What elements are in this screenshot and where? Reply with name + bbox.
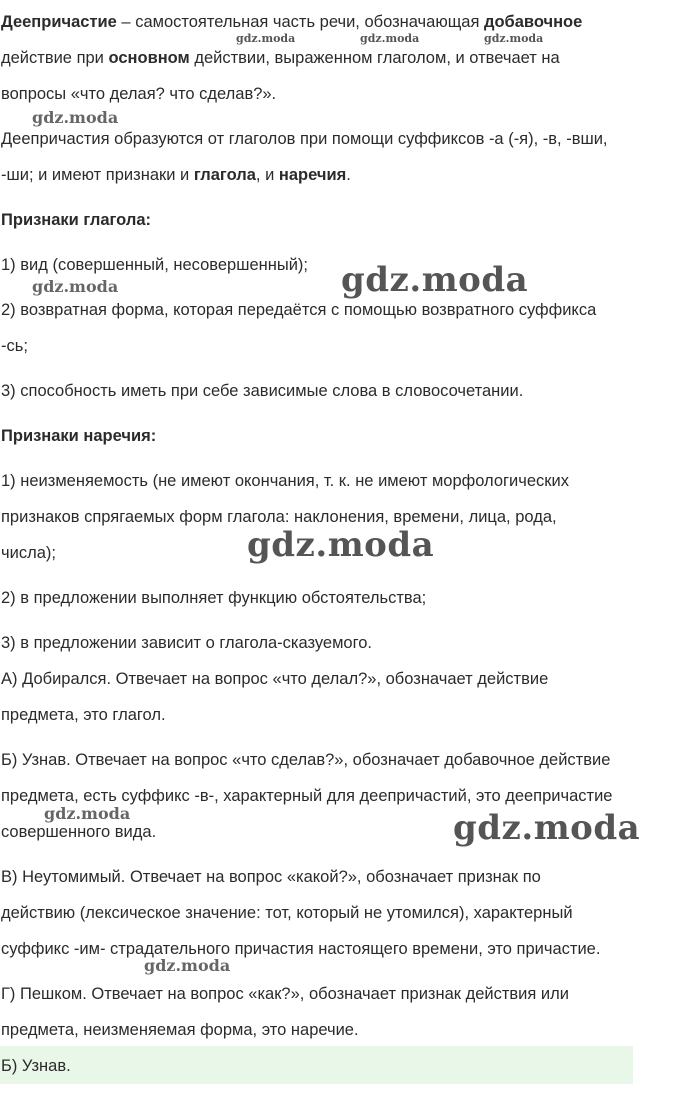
answer-box bbox=[0, 1046, 633, 1084]
term-bold: основном bbox=[108, 49, 190, 67]
watermark: gdz.moda bbox=[453, 808, 641, 848]
intro-line-3: вопросы «что делая? что сделав?». bbox=[1, 85, 277, 103]
adverb-sign-item: 3) в предложении зависит о глагола-сказуемого. bbox=[1, 634, 373, 652]
option-v-line: действию (лексическое значение: тот, который не утомился), характерный bbox=[1, 904, 573, 922]
option-a-line: предмета, это глагол. bbox=[1, 706, 166, 724]
watermark: gdz.moda bbox=[360, 32, 420, 45]
watermark: gdz.moda bbox=[236, 32, 296, 45]
verb-sign-item: -сь; bbox=[1, 337, 28, 355]
option-v-line: суффикс -им- страдательного причастия настоящего времени, это причастие. bbox=[1, 940, 601, 958]
text: . bbox=[346, 166, 351, 184]
verb-sign-item: 2) возвратная форма, которая передаётся с помощью возвратного суффикса bbox=[1, 301, 597, 319]
heading-text: Признаки наречия: bbox=[1, 427, 157, 445]
formation-line-2 bbox=[1, 164, 351, 186]
term-bold: Деепричастие bbox=[1, 13, 117, 31]
verb-sign-item: 3) способность иметь при себе зависимые слова в словосочетании. bbox=[1, 382, 524, 400]
watermark: gdz.moda bbox=[32, 277, 119, 296]
term-bold: добавочное bbox=[483, 13, 583, 31]
option-g-line: предмета, неизменяемая форма, это наречие. bbox=[1, 1021, 359, 1039]
watermark: gdz.moda bbox=[247, 525, 435, 565]
watermark: gdz.moda bbox=[144, 956, 231, 975]
term-bold: наречия bbox=[278, 166, 347, 184]
option-b-line: совершенного вида. bbox=[1, 823, 157, 841]
option-g-line: Г) Пешком. Отвечает на вопрос «как?», обозначает признак действия или bbox=[1, 985, 569, 1003]
option-b-line: предмета, есть суффикс -в-, характерный для деепричастий, это деепричастие bbox=[1, 787, 613, 805]
text: действие при bbox=[1, 49, 109, 67]
text: , и bbox=[255, 166, 279, 184]
text: действии, выраженном глаголом, и отвечает на bbox=[189, 49, 560, 67]
watermark: gdz.moda bbox=[44, 804, 131, 823]
intro-line-1 bbox=[1, 11, 582, 33]
watermark: gdz.moda bbox=[484, 32, 544, 45]
verb-signs-heading bbox=[1, 209, 151, 231]
answer-text: Б) Узнав. bbox=[1, 1057, 71, 1075]
option-b-line: Б) Узнав. Отвечает на вопрос «что сделав?», обозначает добавочное действие bbox=[1, 751, 611, 769]
watermark: gdz.moda bbox=[32, 108, 119, 127]
text: -ши; и имеют признаки и bbox=[1, 166, 194, 184]
option-v-line: В) Неутомимый. Отвечает на вопрос «какой?», обозначает признак по bbox=[1, 868, 541, 886]
term-bold: глагола bbox=[193, 166, 256, 184]
verb-sign-item: 1) вид (совершенный, несовершенный); bbox=[1, 256, 308, 274]
heading-text: Признаки глагола: bbox=[1, 211, 152, 229]
option-a-line: А) Добирался. Отвечает на вопрос «что делал?», обозначает действие bbox=[1, 670, 549, 688]
text: – самостоятельная часть речи, обозначающая bbox=[116, 13, 484, 31]
formation-line-1: Деепричастия образуются от глаголов при помощи суффиксов -а (-я), -в, -вши, bbox=[1, 130, 608, 148]
adverb-sign-item: 1) неизменяемость (не имеют окончания, т. к. не имеют морфологических bbox=[1, 472, 569, 490]
intro-line-2 bbox=[1, 47, 560, 69]
adverb-sign-item: признаков спрягаемых форм глагола: наклонения, времени, лица, рода, bbox=[1, 508, 557, 526]
adverb-signs-heading bbox=[1, 425, 156, 447]
adverb-sign-item: 2) в предложении выполняет функцию обстоятельства; bbox=[1, 589, 427, 607]
watermark: gdz.moda bbox=[341, 260, 529, 300]
adverb-sign-item: числа); bbox=[1, 544, 56, 562]
